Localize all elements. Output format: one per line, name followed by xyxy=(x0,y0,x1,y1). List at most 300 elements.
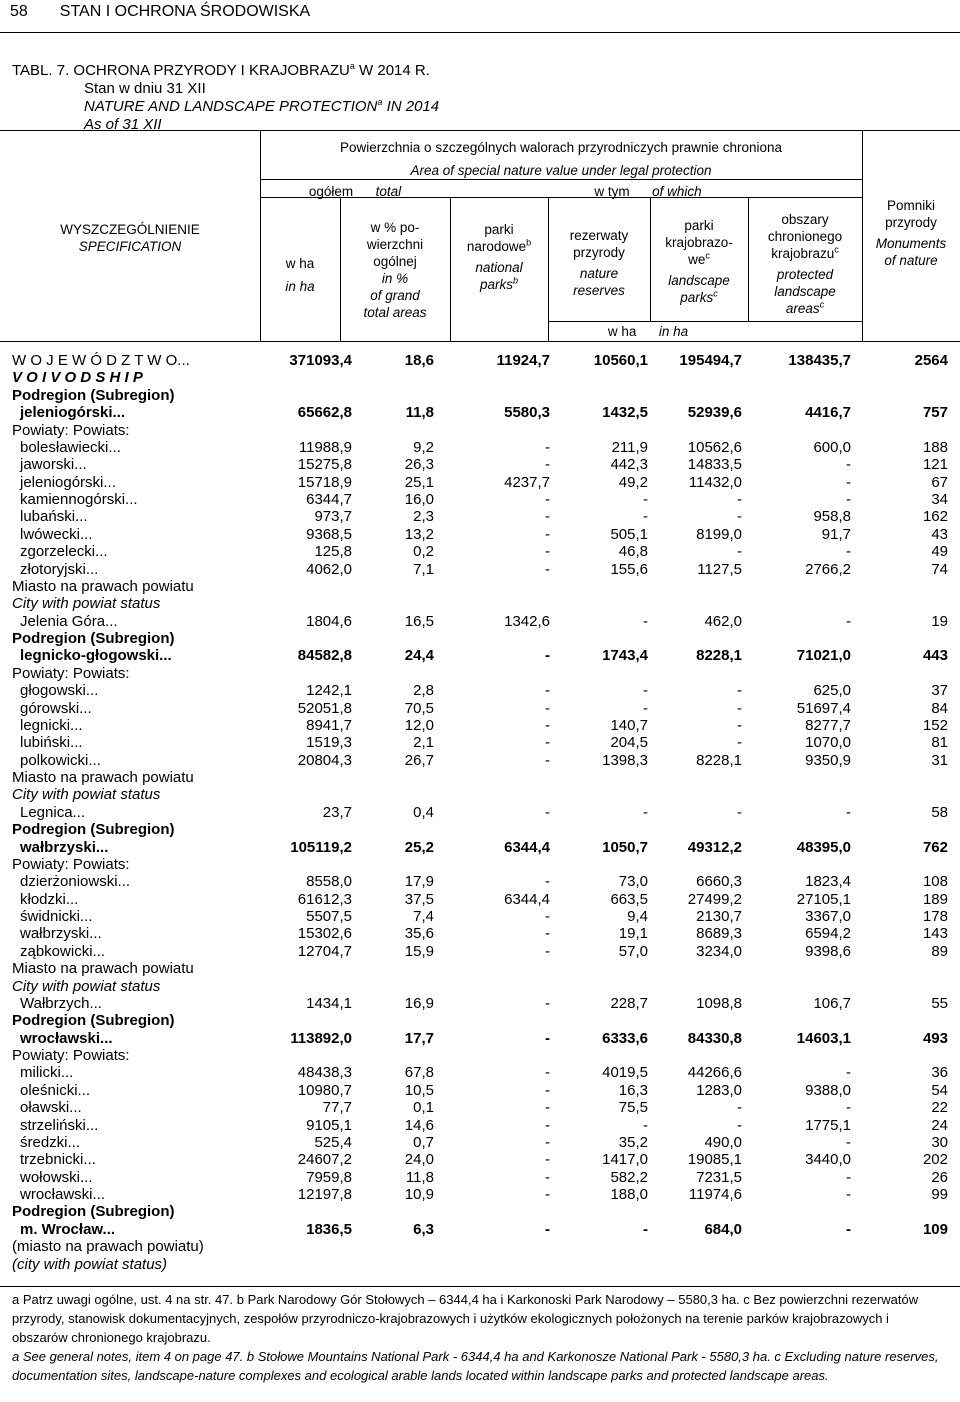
cell-value: - xyxy=(737,734,742,752)
row-label: jeleniogórski... xyxy=(20,473,116,491)
table-row xyxy=(0,595,960,612)
footnotes xyxy=(12,1290,948,1385)
cell-value: - xyxy=(545,543,550,561)
cell-value: 0,7 xyxy=(413,1133,434,1151)
cell-value: 125,8 xyxy=(314,543,352,561)
cell-value: 188,0 xyxy=(610,1186,648,1203)
cell-value: - xyxy=(545,1116,550,1134)
cell-value: 106,7 xyxy=(813,994,851,1012)
row-label: wołowski... xyxy=(20,1168,93,1186)
cell-value: 9,2 xyxy=(413,438,434,456)
cell-value: 462,0 xyxy=(704,612,742,630)
cell-value: 24,0 xyxy=(404,1151,434,1169)
cell-value: - xyxy=(545,751,550,769)
cell-value: 7231,5 xyxy=(696,1168,742,1186)
table-bottom-rule xyxy=(0,1286,960,1287)
table-row xyxy=(0,474,960,491)
cell-value: 1283,0 xyxy=(696,1081,742,1099)
cell-value: - xyxy=(545,994,550,1012)
cell-value: 12,0 xyxy=(404,716,434,734)
cell-value: 19,1 xyxy=(618,925,648,943)
cell-value: 5580,3 xyxy=(504,404,550,422)
row-label: City with powiat status xyxy=(12,977,161,995)
footnotes-pl: a Patrz uwagi ogólne, ust. 4 na str. 47. b Park Narodowy Gór Stołowych – 6344,4 ha i Karkonoski Park Narodowy – 5580,3 ha. c Bez powierzchni rezerwatów przyrody, stanowisk dokumentacyjnych, zespołów przyrodniczo-krajobrazowych i użytków ekologicznych położonych na terenie parków krajobrazowych i obszarów chronionego krajobrazu. xyxy=(12,1292,919,1345)
row-label: (miasto na prawach powiatu) xyxy=(12,1238,204,1256)
cell-value: 140,7 xyxy=(610,716,648,734)
table-row xyxy=(0,1238,960,1255)
row-label: oławski... xyxy=(20,1099,82,1117)
row-label: legnicki... xyxy=(20,716,83,734)
section-title: STAN I OCHRONA ŚRODOWISKA xyxy=(59,3,311,20)
table-row xyxy=(0,352,960,369)
cell-value: 8199,0 xyxy=(696,525,742,543)
cell-value: 1775,1 xyxy=(805,1116,851,1134)
cell-value: - xyxy=(846,1186,851,1203)
cell-value: 9,4 xyxy=(627,908,648,925)
table-row xyxy=(0,578,960,595)
title-pl: TABL. 7. OCHRONA PRZYRODY I KRAJOBRAZU$^a$ W 2014 R. xyxy=(12,61,430,79)
cell-value: - xyxy=(737,699,742,717)
row-label: Miasto na prawach powiatu xyxy=(12,577,194,595)
cell-value: - xyxy=(545,491,550,508)
table-row xyxy=(0,821,960,838)
monuments-header: Pomniki przyrody Monuments of nature xyxy=(875,198,947,268)
row-label: lubański... xyxy=(20,508,88,526)
table-row xyxy=(0,995,960,1012)
table-row xyxy=(0,1256,960,1273)
cell-value: - xyxy=(545,1099,550,1117)
cell-value: 1823,4 xyxy=(805,873,851,891)
cell-value: 11432,0 xyxy=(688,473,742,491)
row-label: kamiennogórski... xyxy=(20,491,138,508)
cell-value: 18,6 xyxy=(404,352,434,369)
cell-value: 71021,0 xyxy=(796,647,851,665)
cell-value: 152 xyxy=(922,716,948,734)
row-label: legnicko-głogowski... xyxy=(20,647,172,665)
cell-value: 162 xyxy=(922,508,948,526)
table-row xyxy=(0,1151,960,1168)
cell-value: 34 xyxy=(931,491,948,508)
cell-value: 1242,1 xyxy=(306,682,352,700)
cell-value: - xyxy=(846,491,851,508)
cell-value: 757 xyxy=(922,404,948,422)
table-row xyxy=(0,804,960,821)
table-row xyxy=(0,561,960,578)
cell-value: 1417,0 xyxy=(602,1151,648,1169)
cell-value: 25,2 xyxy=(404,838,434,856)
cell-value: - xyxy=(737,491,742,508)
cell-value: 22 xyxy=(931,1099,948,1117)
cell-value: - xyxy=(545,438,550,456)
cell-value: - xyxy=(545,699,550,717)
cell-value: 7,4 xyxy=(413,908,434,925)
cell-value: - xyxy=(545,560,550,578)
cell-value: 25,1 xyxy=(404,473,434,491)
table-row xyxy=(0,752,960,769)
cell-value: 6,3 xyxy=(413,1220,434,1238)
table-row xyxy=(0,1047,960,1064)
cell-value: 1098,8 xyxy=(696,994,742,1012)
cell-value: 121 xyxy=(922,456,948,474)
cell-value: 52939,6 xyxy=(687,404,742,422)
cell-value: 6594,2 xyxy=(805,925,851,943)
cell-value: 14603,1 xyxy=(796,1029,851,1047)
table-row xyxy=(0,943,960,960)
table-row xyxy=(0,1221,960,1238)
cell-value: 73,0 xyxy=(618,873,648,891)
cell-value: 663,5 xyxy=(610,890,648,908)
table-row xyxy=(0,1117,960,1134)
table-row xyxy=(0,786,960,803)
cell-value: 0,4 xyxy=(413,803,434,821)
cell-value: 24,4 xyxy=(404,647,434,665)
row-label: wałbrzyski... xyxy=(20,925,102,943)
cell-value: 6344,7 xyxy=(306,491,352,508)
table-row xyxy=(0,422,960,439)
table-row xyxy=(0,839,960,856)
cell-value: 1070,0 xyxy=(805,734,851,752)
cell-value: 9398,6 xyxy=(805,942,851,960)
row-label: Powiaty: Powiats: xyxy=(12,1047,130,1064)
cell-value: 2,8 xyxy=(413,682,434,700)
table-row xyxy=(0,543,960,560)
table-row xyxy=(0,665,960,682)
cell-value: - xyxy=(545,1081,550,1099)
cell-value: 24 xyxy=(931,1116,948,1134)
row-label: wrocławski... xyxy=(20,1029,113,1047)
cell-value: 189 xyxy=(922,890,948,908)
cell-value: 6344,4 xyxy=(504,838,550,856)
cell-value: 8941,7 xyxy=(306,716,352,734)
cell-value: 490,0 xyxy=(704,1133,742,1151)
cell-value: 138435,7 xyxy=(788,352,851,369)
table-row xyxy=(0,769,960,786)
cell-value: 11974,6 xyxy=(688,1186,742,1203)
cell-value: 11,8 xyxy=(405,1168,434,1186)
cell-value: - xyxy=(545,508,550,526)
cell-value: 10562,6 xyxy=(687,438,742,456)
row-label: Podregion (Subregion) xyxy=(12,821,175,839)
cell-value: 52051,8 xyxy=(297,699,352,717)
table-row xyxy=(0,1099,960,1116)
area-header: Powierzchnia o szczególnych walorach przyrodniczych prawnie chroniona Area of special nature value under legal protection xyxy=(340,140,782,178)
cell-value: - xyxy=(846,473,851,491)
cell-value: 61612,3 xyxy=(297,890,352,908)
cell-value: 1804,6 xyxy=(306,612,352,630)
row-label: wrocławski... xyxy=(20,1186,106,1203)
cell-value: 57,0 xyxy=(618,942,648,960)
cell-value: 55 xyxy=(931,994,948,1012)
cell-value: 105119,2 xyxy=(290,838,352,856)
cell-value: - xyxy=(737,543,742,561)
cell-value: - xyxy=(643,699,648,717)
cell-value: 49,2 xyxy=(618,473,648,491)
table-row xyxy=(0,856,960,873)
row-label: górowski... xyxy=(20,699,92,717)
row-label: City with powiat status xyxy=(12,786,161,804)
cell-value: - xyxy=(545,1064,550,1082)
cell-value: 228,7 xyxy=(610,994,648,1012)
cell-value: 211,9 xyxy=(611,438,648,456)
row-label: bolesławiecki... xyxy=(20,438,121,456)
row-label: strzeliński... xyxy=(20,1116,99,1134)
cell-value: 443 xyxy=(922,647,948,665)
cell-value: 3367,0 xyxy=(805,908,851,925)
cell-value: 16,0 xyxy=(404,491,434,508)
cell-value: 5507,5 xyxy=(306,908,352,925)
cell-value: 2,1 xyxy=(413,734,434,752)
cell-value: 4019,5 xyxy=(602,1064,648,1082)
cell-value: 6333,6 xyxy=(602,1029,648,1047)
cell-value: - xyxy=(545,1220,550,1238)
cell-value: 442,3 xyxy=(610,456,648,474)
row-label: Powiaty: Powiats: xyxy=(12,855,130,873)
cell-value: 143 xyxy=(922,925,948,943)
cell-value: 113892,0 xyxy=(290,1029,352,1047)
cell-value: - xyxy=(545,1168,550,1186)
cell-value: 10,5 xyxy=(404,1081,434,1099)
cell-value: 48438,3 xyxy=(297,1064,352,1082)
table-row xyxy=(0,700,960,717)
protected-areas-header: obszary chronionego krajobrazu$^c$ protected landscape areas$^c$ xyxy=(767,212,843,316)
table-row xyxy=(0,613,960,630)
cell-value: 178 xyxy=(922,908,948,925)
cell-value: 600,0 xyxy=(813,438,851,456)
table-row xyxy=(0,1030,960,1047)
cell-value: 3234,0 xyxy=(696,942,742,960)
pct-header: w % po- wierzchni ogólnej in % of grand total areas xyxy=(363,220,427,320)
cell-value: 195494,7 xyxy=(679,352,742,369)
cell-value: - xyxy=(737,508,742,526)
row-label: oleśnicki... xyxy=(20,1081,91,1099)
cell-value: 0,2 xyxy=(413,543,434,561)
table-row xyxy=(0,508,960,525)
row-label: Podregion (Subregion) xyxy=(12,630,175,647)
table-row xyxy=(0,1012,960,1029)
cell-value: 27105,1 xyxy=(796,890,851,908)
spec-header: WYSZCZEGÓLNIENIE SPECIFICATION xyxy=(60,222,200,254)
cell-value: 84 xyxy=(931,699,948,717)
cell-value: - xyxy=(737,1116,742,1134)
row-label: Miasto na prawach powiatu xyxy=(12,960,194,978)
cell-value: 14833,5 xyxy=(687,456,742,474)
which-header: w tym of which xyxy=(594,184,702,199)
row-label: trzebnicki... xyxy=(20,1151,96,1169)
table-row xyxy=(0,439,960,456)
cell-value: 26,3 xyxy=(404,456,434,474)
cell-value: 9368,5 xyxy=(306,525,352,543)
cell-value: 6344,4 xyxy=(504,890,550,908)
cell-value: - xyxy=(846,1064,851,1082)
cell-value: 77,7 xyxy=(322,1099,352,1117)
cell-value: 14,6 xyxy=(404,1116,434,1134)
row-label: Powiaty: Powiats: xyxy=(12,664,130,682)
cell-value: 9388,0 xyxy=(805,1081,851,1099)
cell-value: 371093,4 xyxy=(289,352,352,369)
cell-value: - xyxy=(643,1116,648,1134)
table-row xyxy=(0,630,960,647)
cell-value: 13,2 xyxy=(404,525,434,543)
cell-value: 525,4 xyxy=(314,1133,352,1151)
cell-value: 2766,2 xyxy=(805,560,851,578)
header-rule xyxy=(0,32,960,33)
cell-value: - xyxy=(846,803,851,821)
cell-value: 7,1 xyxy=(413,560,434,578)
cell-value: 4416,7 xyxy=(805,404,851,422)
row-label: kłodzki... xyxy=(20,890,79,908)
cell-value: - xyxy=(545,682,550,700)
cell-value: 1836,5 xyxy=(306,1220,352,1238)
cell-value: - xyxy=(545,1029,550,1047)
cell-value: 19085,1 xyxy=(687,1151,742,1169)
cell-value: - xyxy=(643,803,648,821)
cell-value: 4237,7 xyxy=(504,473,550,491)
table-row xyxy=(0,491,960,508)
cell-value: 1519,3 xyxy=(306,734,352,752)
cell-value: - xyxy=(643,1220,648,1238)
cell-value: 10980,7 xyxy=(297,1081,352,1099)
cell-value: 582,2 xyxy=(610,1168,648,1186)
cell-value: - xyxy=(545,456,550,474)
cell-value: 23,7 xyxy=(322,803,352,821)
row-label: milicki... xyxy=(20,1064,74,1082)
ha-header: w ha in ha xyxy=(285,256,315,294)
row-label: lubiński... xyxy=(20,734,83,752)
cell-value: 4062,0 xyxy=(306,560,352,578)
cell-value: - xyxy=(643,491,648,508)
cell-value: 24607,2 xyxy=(297,1151,352,1169)
cell-value: 67,8 xyxy=(404,1064,434,1082)
cell-value: 1398,3 xyxy=(602,751,648,769)
cell-value: 75,5 xyxy=(618,1099,648,1117)
row-label: wałbrzyski... xyxy=(20,838,109,856)
cell-value: 89 xyxy=(931,942,948,960)
row-label: świdnicki... xyxy=(20,908,93,925)
cell-value: 26 xyxy=(931,1168,948,1186)
table-body xyxy=(0,352,960,1273)
cell-value: 31 xyxy=(931,751,948,769)
cell-value: - xyxy=(846,1133,851,1151)
table-row xyxy=(0,369,960,386)
row-label: Wałbrzych... xyxy=(20,994,102,1012)
cell-value: 109 xyxy=(922,1220,948,1238)
cell-value: 49 xyxy=(931,543,948,561)
table-row xyxy=(0,1186,960,1203)
cell-value: 70,5 xyxy=(404,699,434,717)
table-header xyxy=(0,130,960,342)
row-label: głogowski... xyxy=(20,682,99,700)
cell-value: 74 xyxy=(931,560,948,578)
cell-value: - xyxy=(545,873,550,891)
row-label: Jelenia Góra... xyxy=(20,612,118,630)
row-label: V O I V O D S H I P xyxy=(12,369,143,387)
table-row xyxy=(0,1169,960,1186)
cell-value: 20804,3 xyxy=(297,751,352,769)
row-label: Podregion (Subregion) xyxy=(12,1012,175,1030)
cell-value: 1743,4 xyxy=(602,647,648,665)
table-row xyxy=(0,387,960,404)
cell-value: 15,9 xyxy=(404,942,434,960)
cell-value: 493 xyxy=(922,1029,948,1047)
cell-value: - xyxy=(545,647,550,665)
cell-value: 48395,0 xyxy=(796,838,851,856)
cell-value: 58 xyxy=(931,803,948,821)
table-row xyxy=(0,960,960,977)
cell-value: 26,7 xyxy=(404,751,434,769)
cell-value: 1342,6 xyxy=(504,612,550,630)
cell-value: 762 xyxy=(922,838,948,856)
row-label: Powiaty: Powiats: xyxy=(12,421,130,439)
cell-value: 0,1 xyxy=(413,1099,434,1117)
cell-value: 12704,7 xyxy=(297,942,352,960)
cell-value: 204,5 xyxy=(610,734,648,752)
cell-value: 11988,9 xyxy=(298,438,352,456)
cell-value: 16,3 xyxy=(618,1081,648,1099)
cell-value: 6660,3 xyxy=(696,873,742,891)
table-row xyxy=(0,734,960,751)
table-row xyxy=(0,1064,960,1081)
cell-value: 49312,2 xyxy=(687,838,742,856)
row-label: City with powiat status xyxy=(12,595,161,613)
cell-value: 16,9 xyxy=(404,994,434,1012)
row-label: Podregion (Subregion) xyxy=(12,386,175,404)
national-parks-header: parki narodowe$^b$ national parks$^b$ xyxy=(466,222,532,292)
row-label: złotoryjski... xyxy=(20,560,99,578)
cell-value: 35,2 xyxy=(618,1133,648,1151)
cell-value: 8689,3 xyxy=(696,925,742,943)
title-state-en: As of 31 XII xyxy=(84,116,162,133)
cell-value: 51697,4 xyxy=(796,699,851,717)
table-row xyxy=(0,404,960,421)
table-row xyxy=(0,1082,960,1099)
cell-value: - xyxy=(545,942,550,960)
cell-value: - xyxy=(545,1133,550,1151)
cell-value: 36 xyxy=(931,1064,948,1082)
cell-value: 973,7 xyxy=(314,508,352,526)
cell-value: 958,8 xyxy=(813,508,851,526)
cell-value: 1434,1 xyxy=(306,994,352,1012)
row-label: ząbkowicki... xyxy=(20,942,106,960)
cell-value: 2130,7 xyxy=(696,908,742,925)
table-row xyxy=(0,1203,960,1220)
unit-header: w ha in ha xyxy=(607,324,689,339)
cell-value: - xyxy=(643,508,648,526)
table-title xyxy=(12,62,439,134)
table-row xyxy=(0,717,960,734)
cell-value: 11924,7 xyxy=(496,352,550,369)
cell-value: - xyxy=(846,543,851,561)
cell-value: 8277,7 xyxy=(805,716,851,734)
landscape-parks-header: parki krajobrazo- $we^c$ landscape parks$^c$ xyxy=(665,218,733,305)
cell-value: 16,5 xyxy=(404,612,434,630)
cell-value: 54 xyxy=(931,1081,948,1099)
cell-value: 3440,0 xyxy=(805,1151,851,1169)
cell-value: 8228,1 xyxy=(696,647,742,665)
row-label: dzierżoniowski... xyxy=(20,873,131,891)
cell-value: - xyxy=(846,1220,851,1238)
cell-value: 1050,7 xyxy=(602,838,648,856)
cell-value: - xyxy=(737,716,742,734)
cell-value: - xyxy=(643,682,648,700)
cell-value: 99 xyxy=(931,1186,948,1203)
row-label: (city with powiat status) xyxy=(12,1255,168,1273)
row-label: polkowicki... xyxy=(20,751,101,769)
table-row xyxy=(0,925,960,942)
cell-value: - xyxy=(846,1168,851,1186)
cell-value: 27499,2 xyxy=(687,890,742,908)
cell-value: 15718,9 xyxy=(297,473,352,491)
cell-value: 188 xyxy=(922,438,948,456)
